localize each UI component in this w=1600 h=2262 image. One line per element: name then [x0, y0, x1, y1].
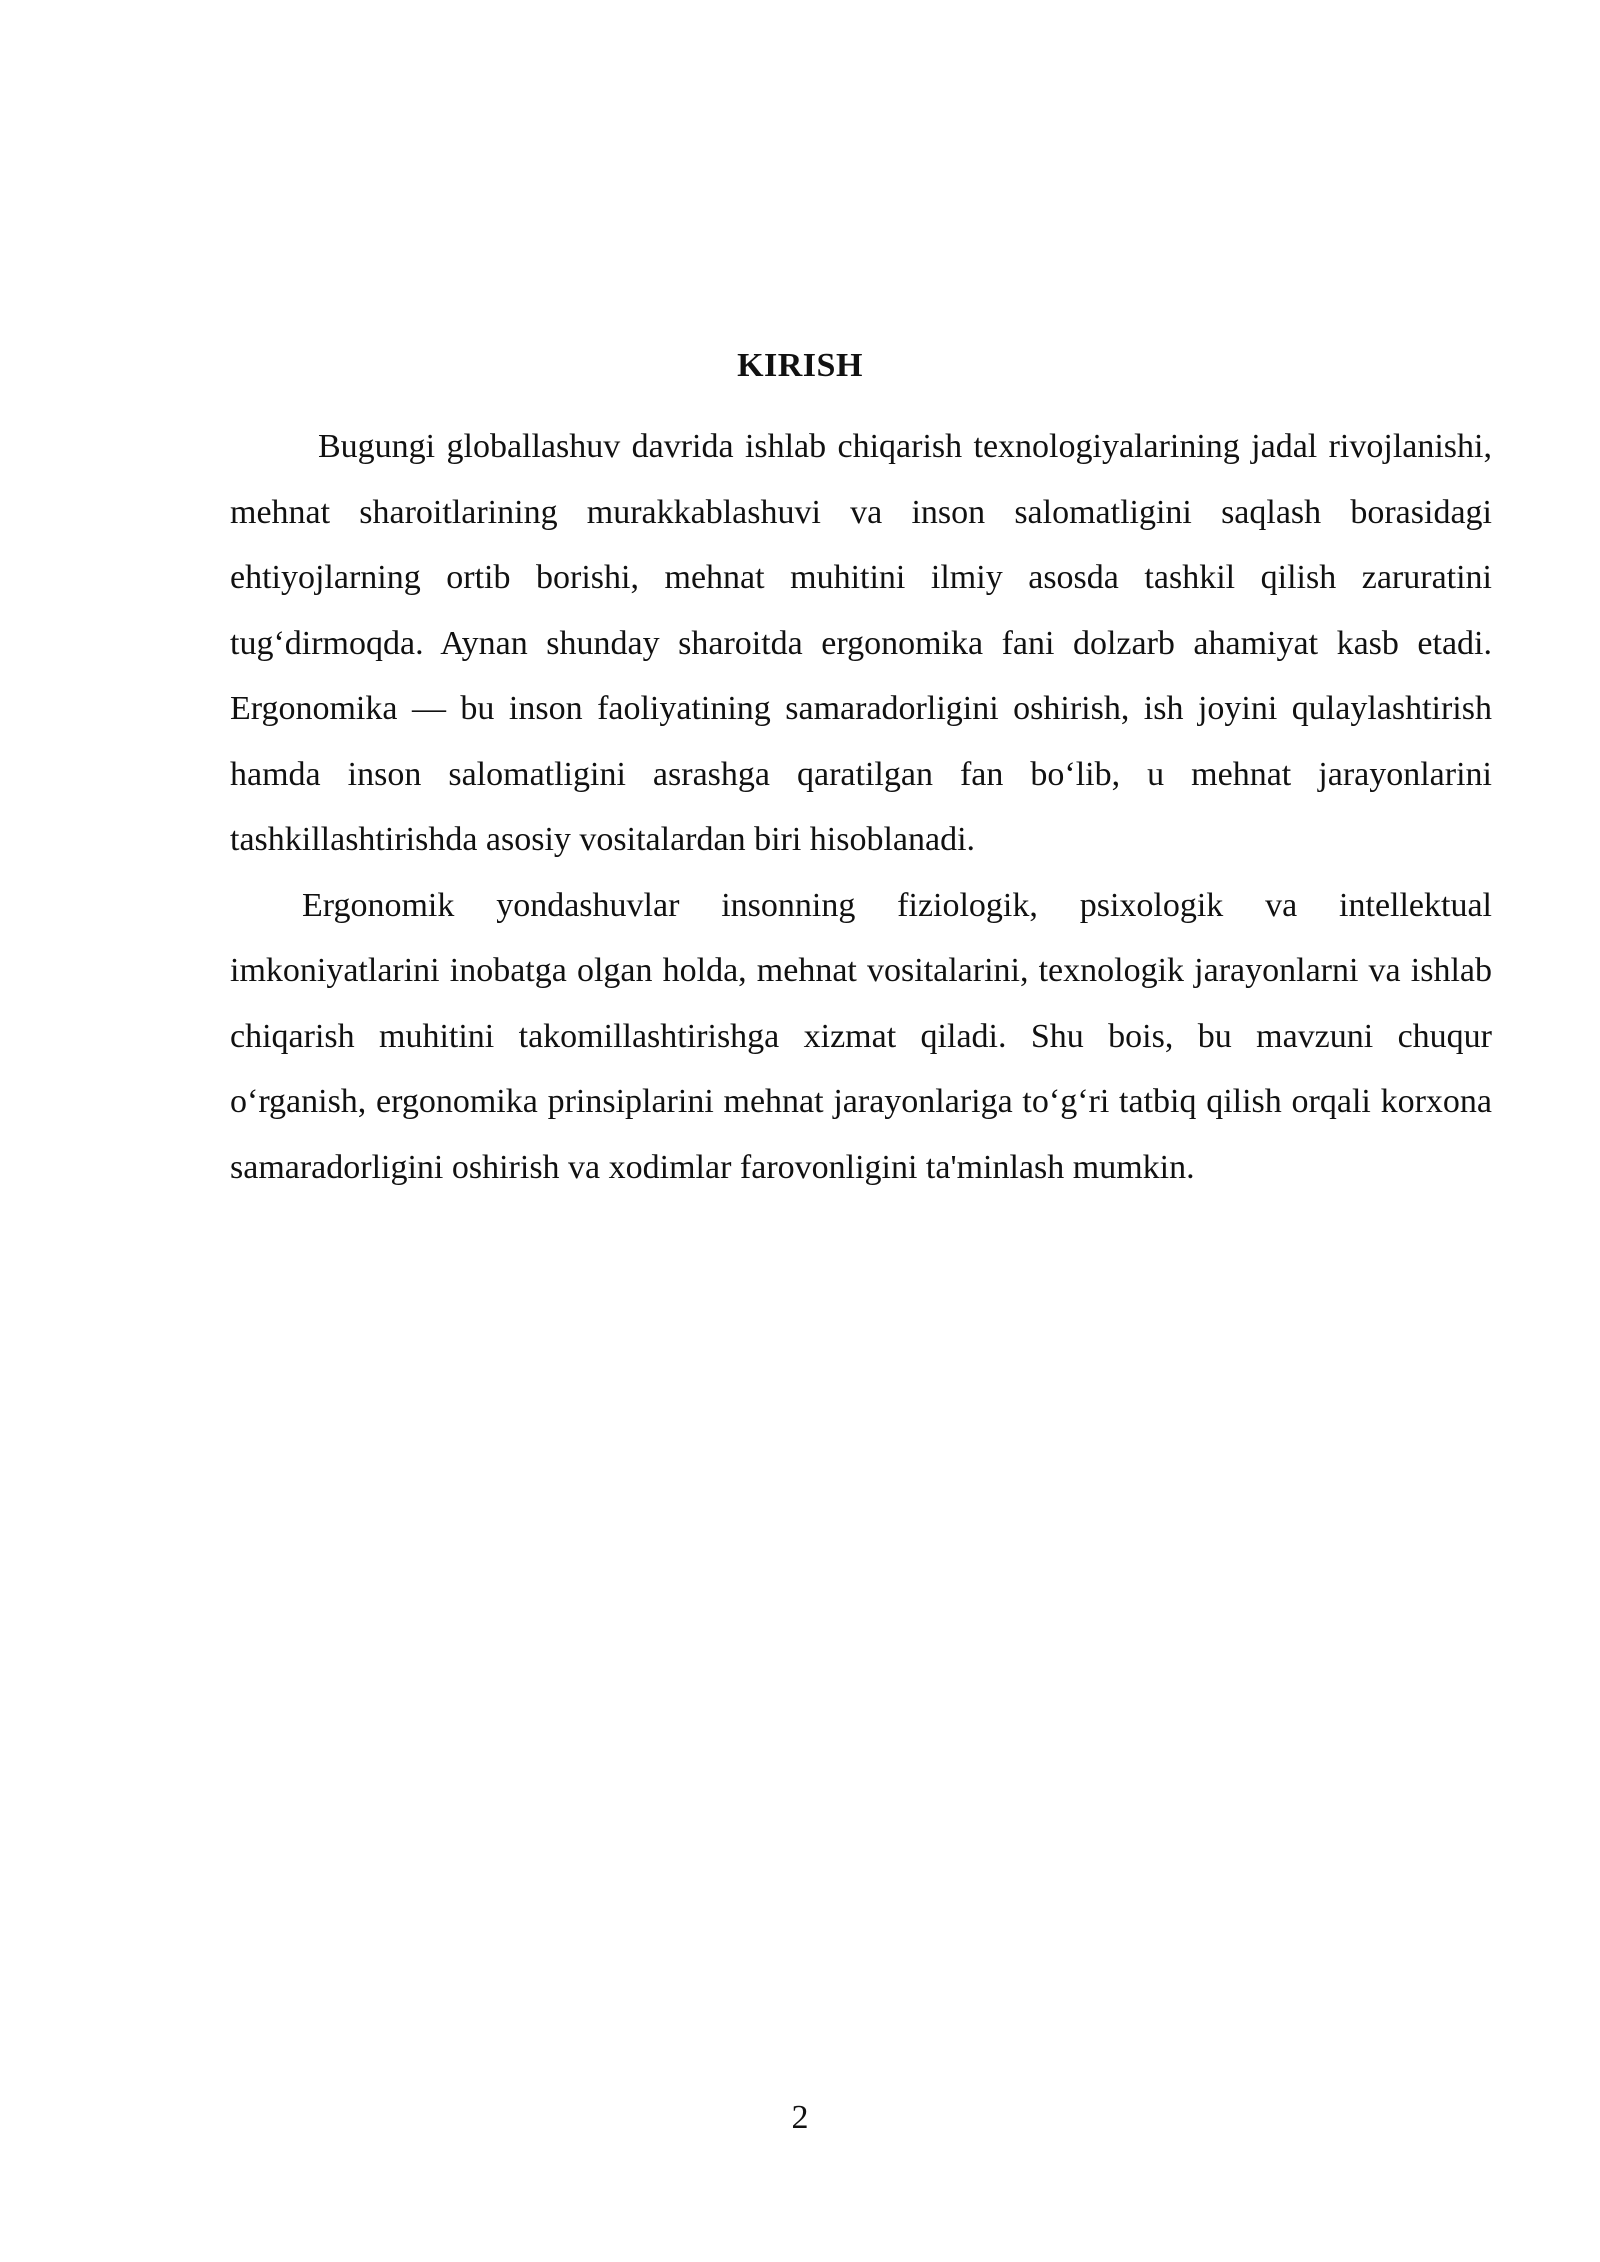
paragraph-2: Ergonomik yondashuvlar insonning fiziologik, psixologik va intellektual imkoniyatlarini inobatga olgan holda, mehnat vositalarini, texnologik jarayonlarni va ishlab chiqarish muhitini takomillashtirishga xizmat qiladi. Shu bois, bu mavzuni chuqur o‘rganish, ergonomika prinsiplarini mehnat jarayonlariga to‘g‘ri tatbiq qilish orqali korxona samaradorligini oshirish va xodimlar farovonligini ta'minlash mumkin. [230, 886, 1492, 1186]
section-title: KIRISH [737, 347, 863, 384]
body-text [230, 414, 1492, 1200]
paragraph-1: Bugungi globallashuv davrida ishlab chiqarish texnologiyalarining jadal rivojlanishi, mehnat sharoitlarining murakkablashuvi va inson salomatligini saqlash borasidagi ehtiyojlarning ortib borishi, mehnat muhitini ilmiy asosda tashkil qilish zaruratini tug‘dirmoqda. Aynan shunday sharoitda ergonomika fani dolzarb ahamiyat kasb etadi. Ergonomika — bu inson faoliyatining samaradorligini oshirish, ish joyini qulaylashtirish hamda inson salomatligini asrashga qaratilgan fan bo‘lib, u mehnat jarayonlarini tashkillashtirishda asosiy vositalardan biri hisoblanadi. [230, 428, 1492, 858]
page-number: 2 [791, 2099, 809, 2136]
